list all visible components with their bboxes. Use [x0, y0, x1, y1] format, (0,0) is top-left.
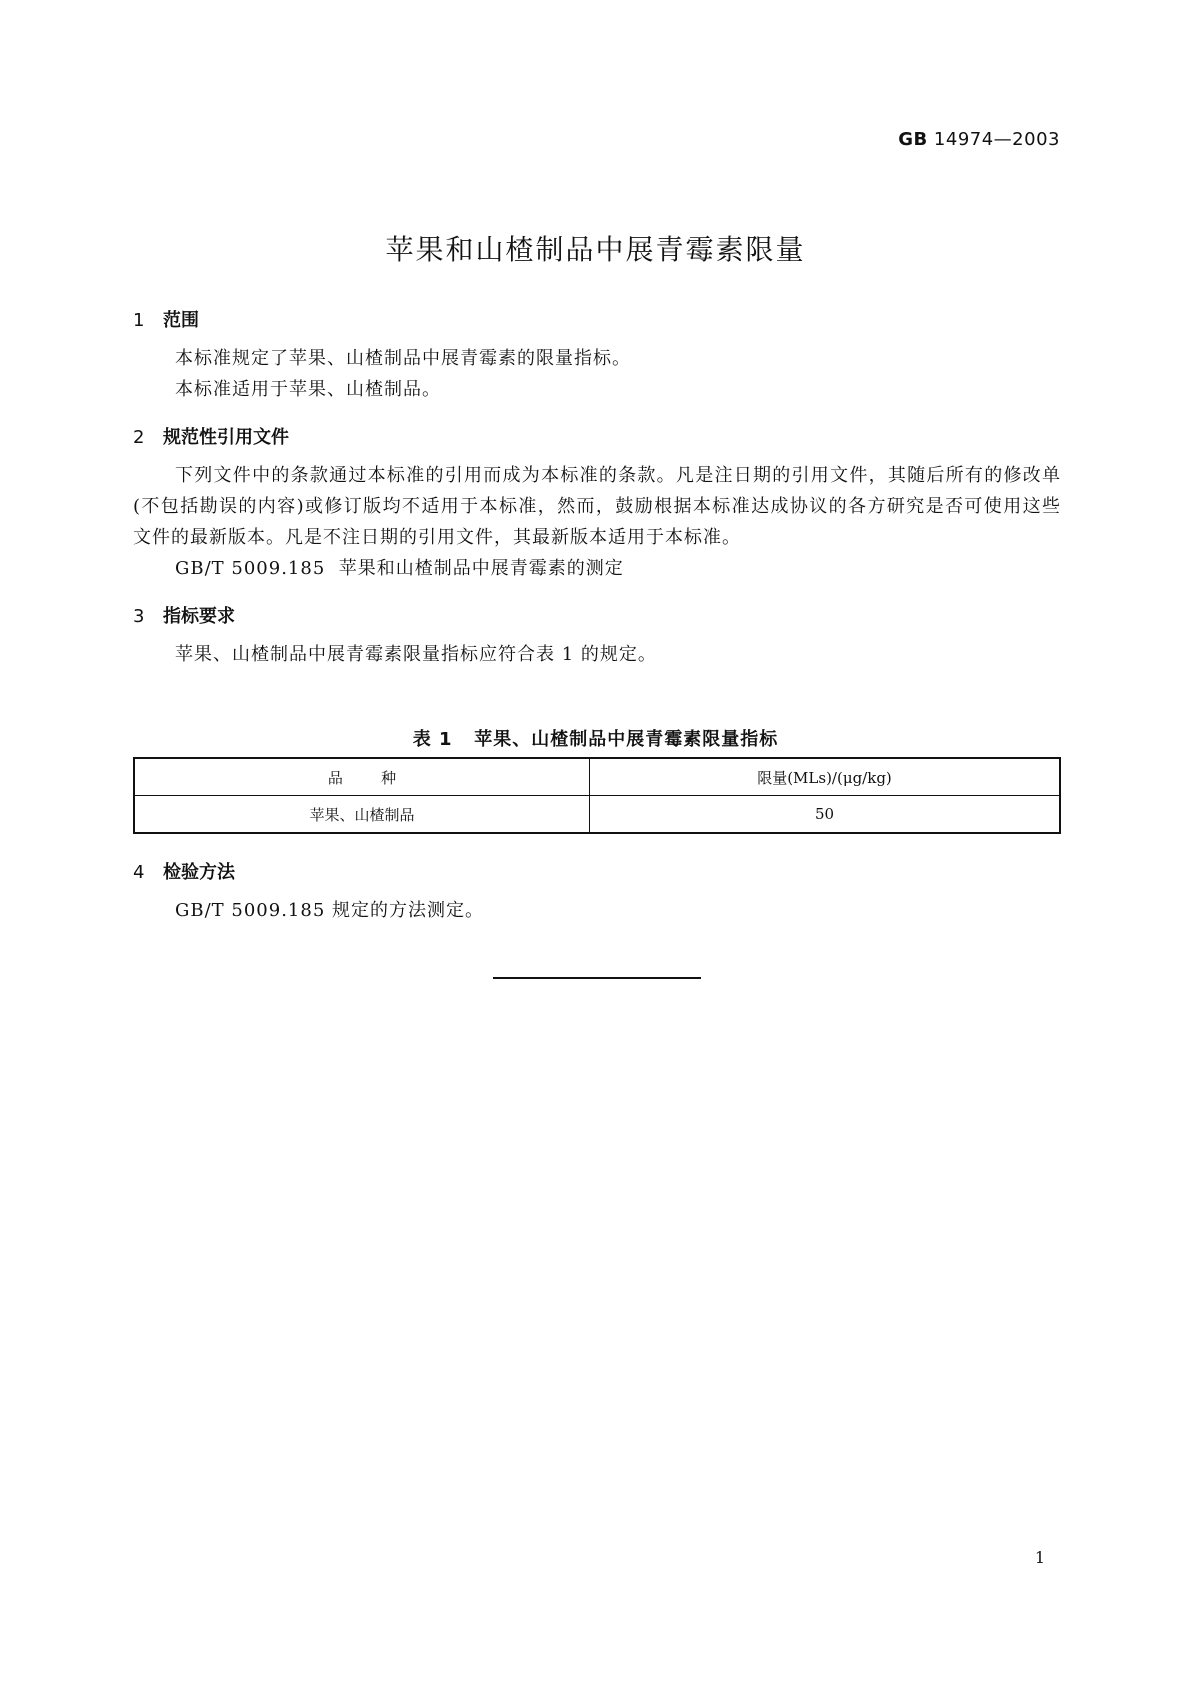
section-heading-4: 4 检验方法 — [133, 862, 235, 883]
table-caption: 表 1 苹果、山楂制品中展青霉素限量指标 — [412, 729, 779, 750]
table-header-row — [134, 758, 1060, 796]
page-number: 1 — [1034, 1548, 1045, 1567]
section-4-paragraph-1: GB/T 5009.185 规定的方法测定。 — [175, 900, 485, 921]
section-1-paragraph-1: 本标准规定了苹果、山楂制品中展青霉素的限量指标。 — [175, 348, 631, 369]
section-1-paragraph-2: 本标准适用于苹果、山楂制品。 — [175, 379, 441, 400]
end-rule — [493, 977, 701, 979]
limits-table — [133, 757, 1061, 834]
standard-number — [898, 129, 1060, 150]
document-title: 苹果和山楂制品中展青霉素限量 — [385, 233, 806, 266]
section-heading-1: 1 范围 — [133, 310, 199, 331]
section-2-reference: GB/T 5009.185 苹果和山楂制品中展青霉素的测定 — [175, 558, 624, 579]
table-cell-variety: 苹果、山楂制品 — [134, 796, 590, 834]
section-heading-3: 3 指标要求 — [133, 606, 235, 627]
table-row — [134, 796, 1060, 834]
table-header-variety: 品 种 — [134, 758, 590, 796]
standard-code: 14974—2003 — [933, 129, 1060, 150]
section-heading-2: 2 规范性引用文件 — [133, 427, 289, 448]
section-3-paragraph-1: 苹果、山楂制品中展青霉素限量指标应符合表 1 的规定。 — [175, 644, 657, 665]
standard-prefix: GB — [898, 129, 928, 150]
table-cell-limit: 50 — [590, 796, 1061, 834]
section-2-paragraph-1: 下列文件中的条款通过本标准的引用而成为本标准的条款。凡是注日期的引用文件，其随后所有的修改单(不包括勘误的内容)或修订版均不适用于本标准，然而，鼓励根据本标准达成协议的各方研究是否可使用这些文件的最新版本。凡是不注日期的引用文件，其最新版本适用于本标准。 — [133, 465, 1061, 548]
table-header-limit: 限量(MLs)/(μg/kg) — [590, 758, 1061, 796]
